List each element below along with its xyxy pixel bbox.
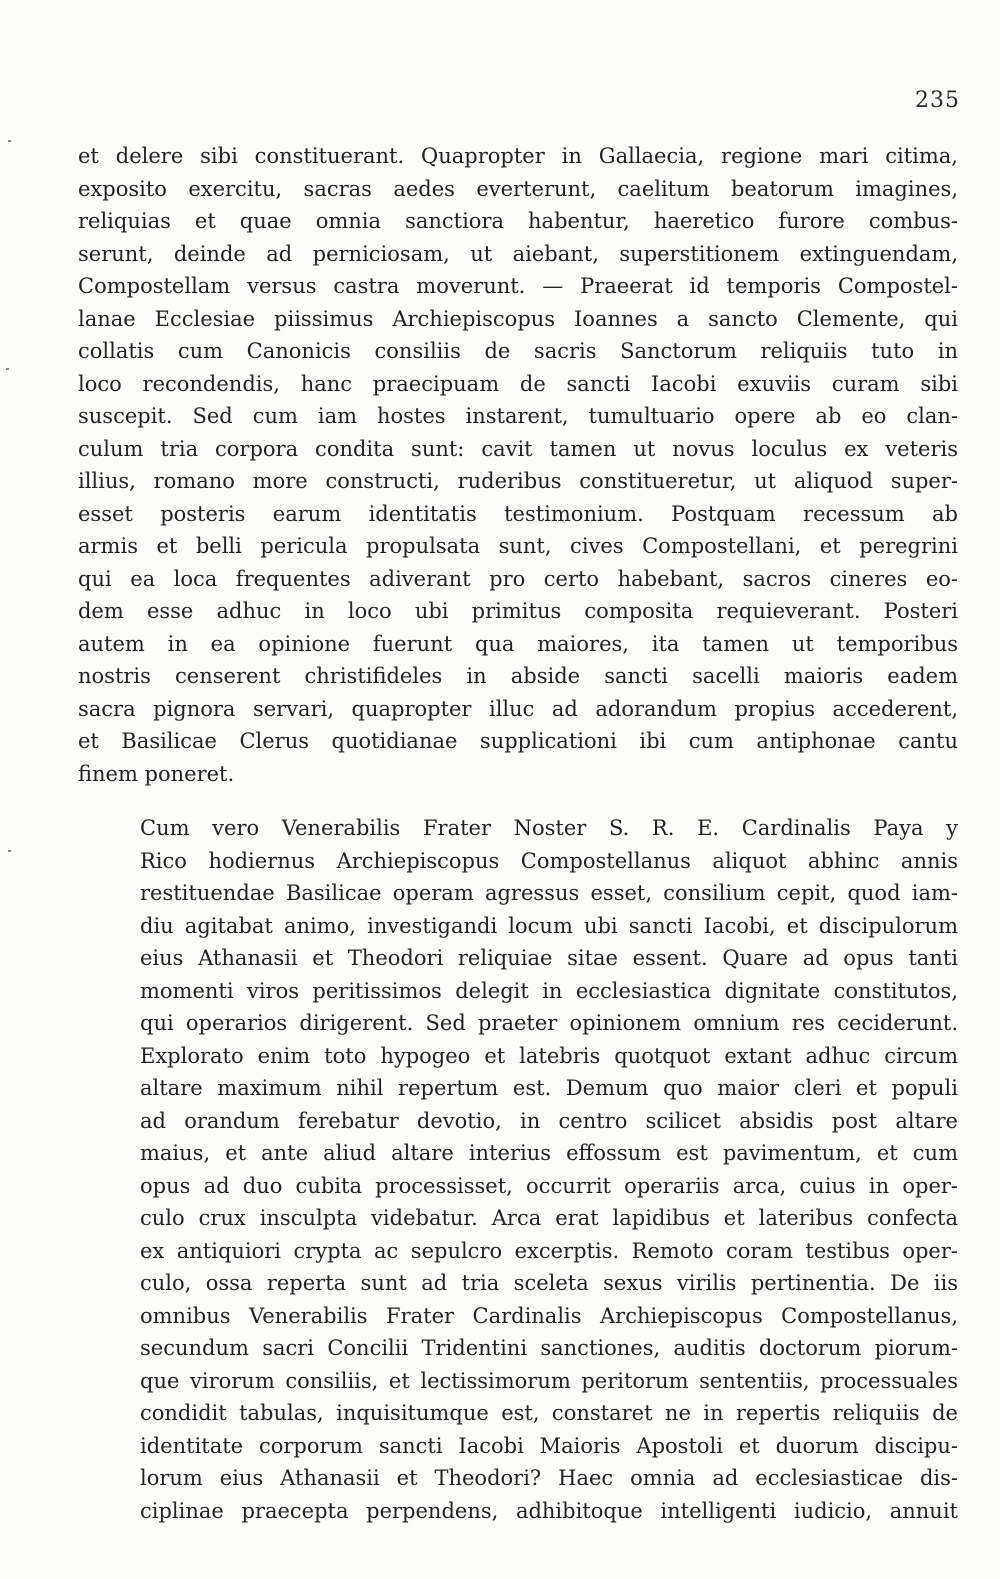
text-line: armis et belli pericula propulsata sunt, cives Compostellani, et peregrini (78, 534, 958, 558)
text-line: et Basilicae Clerus quotidianae supplicationi ibi cum antiphonae cantu (78, 729, 958, 753)
text-line: maius, et ante aliud altare interius effossum est pavimentum, et cum (140, 1141, 958, 1165)
text-line: ciplinae praecepta perpendens, adhibitoque intelligenti iudicio, annuit (140, 1498, 958, 1523)
text-line: secundum sacri Concilii Tridentini sanctiones, auditis doctorum piorum- (140, 1336, 958, 1360)
text-line: que virorum consiliis, et lectissimorum peritorum sententiis, processuales (140, 1368, 958, 1393)
text-line: Explorato enim toto hypogeo et latebris quotquot extant adhuc circum (140, 1043, 958, 1068)
text-line: autem in ea opinione fuerunt qua maiores, ita tamen ut temporibus (78, 631, 958, 656)
text-line: qui operarios dirigerent. Sed praeter opinionem omnium res ceciderunt. (140, 1011, 958, 1035)
body-text (78, 140, 958, 1527)
text-line: identitate corporum sancti Iacobi Maioris Apostoli et duorum discipu- (140, 1433, 958, 1458)
text-line: serunt, deinde ad perniciosam, ut aiebant, superstitionem extinguendam, (78, 241, 958, 266)
text-line: opus ad duo cubita processisset, occurrit operariis arca, cuius in oper- (140, 1173, 958, 1198)
scan-speck (6, 368, 9, 370)
text-line: Compostellam versus castra moverunt. — Praeerat id temporis Compostel- (78, 274, 958, 298)
text-line: condidit tabulas, inquisitumque est, constaret ne in repertis reliquiis de (140, 1401, 958, 1425)
scan-speck (8, 850, 11, 852)
text-line: reliquias et quae omnia sanctiora habentur, haeretico furore combus- (78, 209, 958, 233)
text-line: esset posteris earum identitatis testimonium. Postquam recessum ab (78, 501, 958, 526)
text-line: sacra pignora servari, quapropter illuc ad adorandum propius accederent, (78, 696, 958, 721)
text-line: qui ea loca frequentes adiverant pro certo habebant, sacros cineres eo- (78, 566, 958, 591)
text-line: collatis cum Canonicis consiliis de sacris Sanctorum reliquiis tuto in (78, 339, 958, 363)
text-line: culo crux insculpta videbatur. Arca erat lapidibus et lateribus confecta (140, 1206, 958, 1230)
paragraph-1 (78, 140, 958, 790)
text-line: suscepit. Sed cum iam hostes instarent, tumultuario opere ab eo clan- (78, 404, 958, 428)
text-line: nostris censerent christifideles in abside sancti sacelli maioris eadem (78, 664, 958, 688)
text-line: omnibus Venerabilis Frater Cardinalis Archiepiscopus Compostellanus, (140, 1303, 958, 1328)
text-line: Rico hodiernus Archiepiscopus Compostellanus aliquot abhinc annis (140, 848, 958, 873)
text-line: dem esse adhuc in loco ubi primitus composita requieverant. Posteri (78, 599, 958, 623)
page-number: 235 (915, 88, 960, 113)
text-line: eius Athanasii et Theodori reliquiae sitae essent. Quare ad opus tanti (140, 946, 958, 970)
text-line: culo, ossa reperta sunt ad tria sceleta sexus virilis pertinentia. De iis (140, 1271, 958, 1295)
text-line: restituendae Basilicae operam agressus esset, consilium cepit, quod iam- (140, 881, 958, 905)
paragraph-2 (78, 812, 958, 1527)
text-line: Cum vero Venerabilis Frater Noster S. R. E. Cardinalis Paya y (140, 816, 958, 840)
text-line: lanae Ecclesiae piissimus Archiepiscopus Ioannes a sancto Clemente, qui (78, 306, 958, 331)
text-line: diu agitabat animo, investigandi locum ubi sancti Iacobi, et discipulorum (140, 913, 958, 938)
text-line: loco recondendis, hanc praecipuam de sancti Iacobi exuviis curam sibi (78, 371, 958, 396)
text-line: exposito exercitu, sacras aedes everterunt, caelitum beatorum imagines, (78, 176, 958, 201)
text-line: culum tria corpora condita sunt: cavit tamen ut novus loculus ex veteris (78, 436, 958, 461)
text-line: altare maximum nihil repertum est. Demum quo maior cleri et populi (140, 1076, 958, 1100)
text-line: momenti viros peritissimos delegit in ecclesiastica dignitate constitutos, (140, 978, 958, 1003)
text-line: finem poneret. (78, 761, 235, 786)
scan-speck (8, 140, 11, 142)
text-line: lorum eius Athanasii et Theodori? Haec omnia ad ecclesiasticae dis- (140, 1466, 958, 1490)
text-line: ad orandum ferebatur devotio, in centro scilicet absidis post altare (140, 1108, 958, 1133)
text-line: et delere sibi constituerant. Quapropter in Gallaecia, regione mari citima, (78, 144, 958, 168)
text-line: illius, romano more constructi, ruderibus constitueretur, ut aliquod super- (78, 469, 958, 493)
text-line: ex antiquiori crypta ac sepulcro excerptis. Remoto coram testibus oper- (140, 1238, 958, 1263)
